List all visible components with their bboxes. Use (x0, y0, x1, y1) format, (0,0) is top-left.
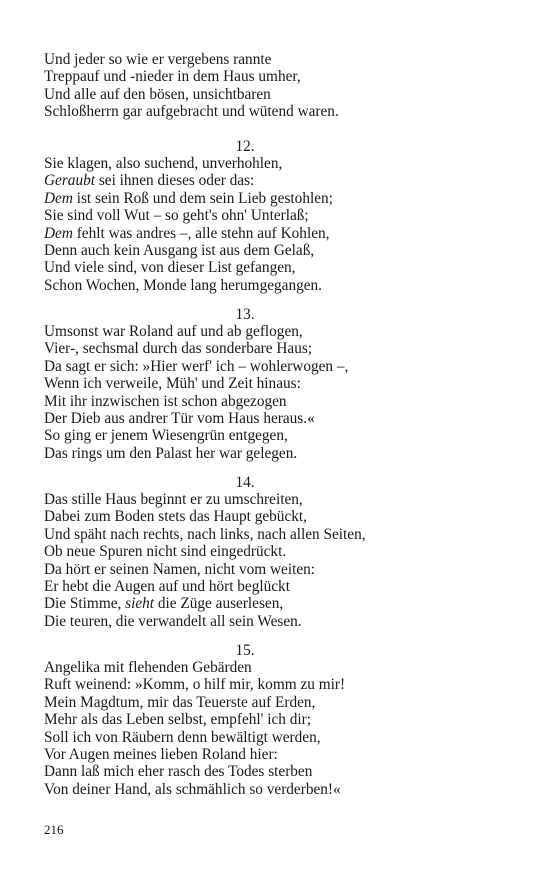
emphasis: Dem (44, 189, 73, 207)
verse-line: Ruft weinend: »Komm, o hilf mir, komm zu mir! (44, 676, 346, 694)
verse-line: Mein Magdtum, mir das Teuerste auf Erden, (44, 693, 316, 711)
verse-line: Soll ich von Räubern denn bewältigt werden, (44, 728, 321, 746)
stanza-number: 12. (235, 138, 255, 155)
verse-line: Das stille Haus beginnt er zu umschreiten, (44, 491, 303, 508)
verse-line: Ob neue Spuren nicht sind eingedrückt. (44, 543, 287, 561)
verse-line: Mit ihr inzwischen ist schon abgezogen (44, 392, 287, 410)
stanza-15 (44, 659, 514, 798)
verse-line: Er hebt die Augen auf und hört beglückt (44, 578, 290, 596)
verse-line: Treppauf und -nieder in dem Haus umher, (44, 68, 301, 86)
verse-line: Denn auch kein Ausgang ist aus dem Gelaß, (44, 242, 315, 260)
verse-line: Und jeder so wie er vergebens rannte (44, 51, 272, 68)
verse-line: Die teuren, die verwandelt all sein Wesen. (44, 612, 302, 630)
stanza-number: 15. (235, 642, 255, 659)
verse-line: Sie klagen, also suchend, unverhohlen, (44, 155, 283, 172)
verse-line: Vier-, sechsmal durch das sonderbare Haus; (44, 340, 313, 358)
verse-line: Dem fehlt was andres –, alle stehn auf Kohlen, (44, 224, 330, 242)
verse-line: Geraubt sei ihnen dieses oder das: (44, 172, 255, 190)
verse-line: Wenn ich verweile, Müh' und Zeit hinaus: (44, 375, 301, 393)
verse-line: Umsonst war Roland auf und ab geflogen, (44, 323, 303, 340)
verse-line: Das rings um den Palast her war gelegen. (44, 444, 298, 462)
stanza-number: 13. (235, 306, 255, 323)
verse-line: Mehr als das Leben selbst, empfehl' ich dir; (44, 711, 311, 729)
verse-line: Und späht nach rechts, nach links, nach allen Seiten, (44, 525, 366, 543)
verse-line: Da hört er seinen Namen, nicht vom weiten: (44, 560, 316, 578)
verse-line: Und alle auf den bösen, unsichtbaren (44, 85, 271, 103)
verse-line: Da sagt er sich: »Hier werf' ich – wohlerwogen –, (44, 357, 349, 375)
verse-line: Sie sind voll Wut – so geht's ohn' Unterlaß; (44, 207, 309, 225)
verse-line: Und viele sind, von dieser List gefangen, (44, 259, 296, 277)
verse-line: Dem ist sein Roß und dem sein Lieb gestohlen; (44, 189, 333, 207)
stanza-12 (44, 155, 514, 294)
emphasis: Dem (44, 224, 73, 242)
verse-line: So ging er jenem Wiesengrün entgegen, (44, 427, 288, 445)
stanza-13 (44, 323, 514, 462)
verse-line: Schon Wochen, Monde lang herumgegangen. (44, 276, 323, 294)
stanza-number: 14. (235, 474, 255, 491)
verse-line: Von deiner Hand, als schmählich so verderben!« (44, 780, 341, 798)
verse-line: Schloßherrn gar aufgebracht und wütend waren. (44, 103, 339, 121)
verse-line: Dann laß mich eher rasch des Todes sterben (44, 763, 313, 781)
stanza-continuation (44, 51, 514, 121)
stanza-14 (44, 491, 514, 630)
emphasis: Geraubt (44, 172, 95, 190)
verse-line: Angelika mit flehenden Gebärden (44, 659, 252, 676)
page-number: 216 (44, 822, 64, 837)
emphasis: sieht (125, 595, 155, 613)
verse-line: Der Dieb aus andrer Tür vom Haus heraus.« (44, 410, 315, 428)
verse-line: Vor Augen meines lieben Roland hier: (44, 746, 278, 764)
verse-line: Die Stimme, sieht die Züge auserlesen, (44, 595, 284, 613)
verse-line: Dabei zum Boden stets das Haupt gebückt, (44, 508, 307, 526)
